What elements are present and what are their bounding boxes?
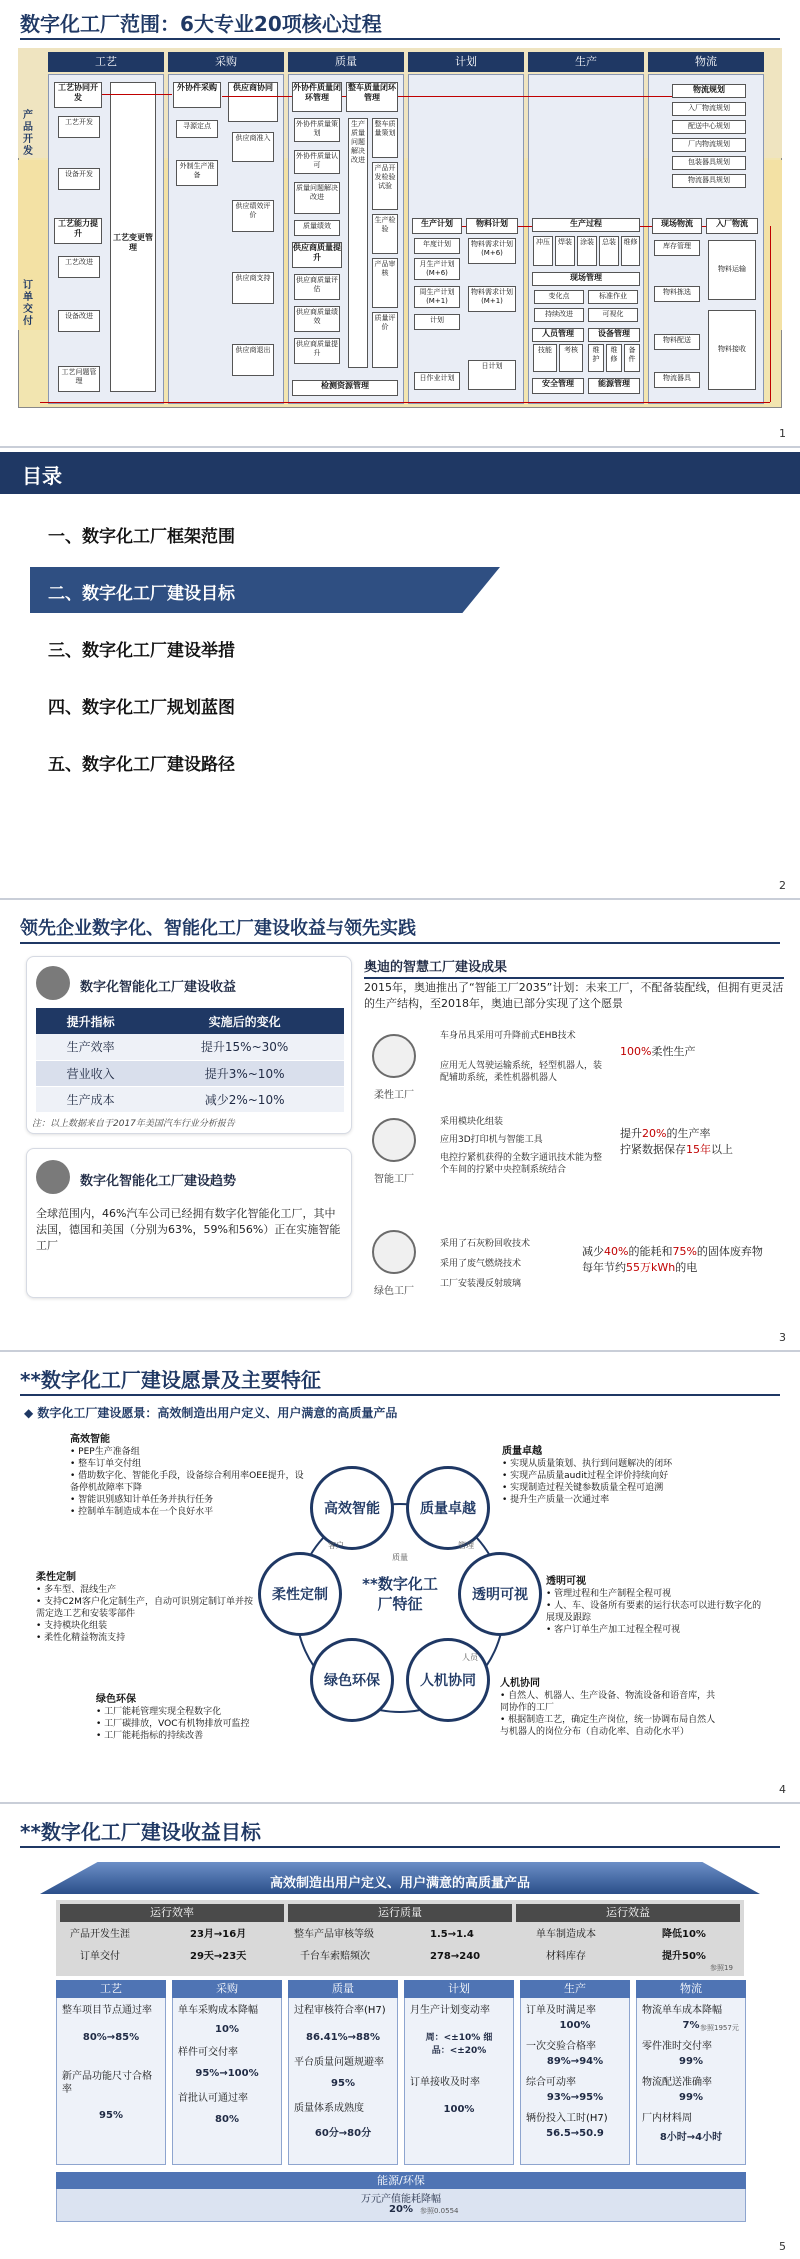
- metric-label: 单车制造成本: [536, 1929, 596, 1940]
- page-title: 领先企业数字化、智能化工厂建设收益与领先实践: [20, 918, 416, 939]
- box-wl1c: 厂内物流规划: [672, 138, 746, 152]
- energy-item: 万元产值能耗降幅: [361, 2194, 441, 2205]
- ring-label-customer: 客户: [328, 1541, 344, 1550]
- box-gy3: 工艺变更管理: [110, 82, 156, 392]
- connector-line: [640, 226, 652, 227]
- page-title: 数字化工厂范围：6大专业20项核心过程: [20, 12, 382, 36]
- metric-value: 提升50%: [662, 1951, 706, 1962]
- box-jh1e: 日作业计划: [414, 372, 460, 390]
- metric-label: 材料库存: [546, 1951, 586, 1962]
- toc-title: 目录: [22, 464, 62, 488]
- box-wl3a: 物料运输: [708, 240, 756, 300]
- feature-center: **数字化工厂特征: [362, 1575, 438, 1613]
- side-label-dev: 产品开发: [23, 110, 33, 157]
- ring-label-quality: 质量: [392, 1553, 408, 1562]
- box-sc1d: 总装: [599, 236, 619, 266]
- energy-value: 20%: [389, 2204, 413, 2215]
- box-jh2b: 物料需求计划(M+1): [468, 286, 516, 312]
- table-row: 营业收入 提升3%~10%: [36, 1060, 344, 1086]
- box-zl2c: 生产检验: [372, 214, 398, 254]
- connector-line: [702, 226, 706, 227]
- box-zl1: 外协件质量闭环管理: [292, 82, 342, 112]
- side-label-delivery: 订单交付: [23, 280, 33, 327]
- col-item-value: 56.5→50.9: [546, 2128, 604, 2139]
- ring-label-people: 人员: [462, 1653, 478, 1662]
- box-jh1b: 月生产计划(M+6): [414, 258, 460, 280]
- smart-desc-1: 采用模块化组装: [440, 1117, 504, 1127]
- page-title: **数字化工厂建设愿景及主要特征: [20, 1368, 321, 1392]
- toc-item-4[interactable]: 四、数字化工厂规划蓝图: [48, 698, 235, 718]
- box-cg2d: 供应商退出: [232, 344, 274, 376]
- col-head-cg: 采购: [172, 1980, 282, 1998]
- toc-header: [0, 452, 800, 494]
- col-item-label: 综合可动率: [526, 2077, 576, 2088]
- smart-result: 提升20%的生产率 拧紧数据保存15年以上: [620, 1127, 733, 1156]
- title-rule: [20, 38, 780, 40]
- col-item-value: 86.41%→88%: [306, 2032, 380, 2043]
- col-item-value: 89%→94%: [546, 2056, 604, 2067]
- note-wl: 参照1957元: [700, 2024, 739, 2032]
- audi-title: 奥迪的智慧工厂建设成果: [364, 956, 784, 979]
- coil-icon: [372, 1034, 416, 1078]
- box-gy2a: 工艺改进: [58, 256, 100, 278]
- page-number: 3: [779, 1331, 786, 1344]
- box-zl2b: 产品开发检验试验: [372, 162, 398, 210]
- block-collaboration: 人机协同 • 自然人、机器人、生产设备、物流设备和语音库，共同协作的工厂 • 根据制造工艺，确定生产岗位，统一协调布局自然人与机器人的岗位分布（自动化率、自动化水平）: [500, 1678, 716, 1737]
- block-flex: 柔性定制 • 多车型、混线生产 • 支持C2M客户化定制生产，自动可识别定制订单并按需定选工艺和安装零部件 • 支持模块化组装 • 柔性化精益物流支持: [36, 1572, 253, 1643]
- circle-collaboration: 人机协同: [406, 1638, 490, 1722]
- box-cg2b: 供应绩效评价: [232, 200, 274, 232]
- col-item-value: 95%: [331, 2078, 355, 2089]
- box-jh1: 生产计划: [412, 218, 462, 234]
- box-zl1d: 质量绩效: [294, 220, 340, 236]
- box-wl1b: 配送中心规划: [672, 120, 746, 134]
- box-sc1c: 涂装: [577, 236, 597, 266]
- col-head-jh: 计划: [404, 1980, 514, 1998]
- circle-quality: 质量卓越: [406, 1466, 490, 1550]
- toc-item-1[interactable]: 一、数字化工厂框架范围: [48, 527, 235, 547]
- title-rule: [20, 1846, 780, 1848]
- diamond-icon: ◆: [24, 1406, 38, 1420]
- box-cg1: 外协件采购: [173, 82, 221, 108]
- group-bar-efficiency: 运行效率: [60, 1904, 284, 1922]
- col-header-sc: 生产: [528, 52, 644, 72]
- box-sc2c: 持续改进: [534, 308, 584, 322]
- table-header: 实施后的变化: [145, 1008, 344, 1034]
- col-item-value: 99%: [679, 2056, 703, 2067]
- box-sc4: 安全管理: [532, 378, 584, 394]
- col-item-value: 95%→100%: [195, 2068, 259, 2079]
- connector-line: [518, 226, 532, 227]
- page-number: 5: [779, 2240, 786, 2253]
- box-sc2b: 标准作业: [588, 290, 638, 304]
- box-gy2c: 工艺问题管理: [58, 366, 100, 392]
- smart-label: 智能工厂: [374, 1174, 414, 1185]
- box-gy2: 工艺能力提升: [54, 218, 102, 244]
- box-wl2b: 物料拣选: [654, 286, 700, 302]
- box-zl2f: 质量评价: [372, 312, 398, 368]
- col-head-sc: 生产: [520, 1980, 630, 1998]
- circle-flex: 柔性定制: [258, 1552, 342, 1636]
- box-zl2: 整车质量闭环管理: [346, 82, 398, 112]
- box-sc3c: 设备管理: [588, 328, 640, 342]
- robot-arm-icon: [372, 1118, 416, 1162]
- col-item-label: 新产品功能尺寸合格率: [62, 2071, 152, 2095]
- box-sc1b: 焊装: [555, 236, 575, 266]
- block-transparency: 透明可视 • 管理过程和生产制程全程可视 • 人、车、设备所有要素的运行状态可以进行数字化的展现及跟踪 • 客户订单生产加工过程全程可视: [546, 1576, 762, 1635]
- col-item-value: 100%: [559, 2020, 591, 2031]
- green-result: 减少40%的能耗和75%的固体废弃物 每年节约55万kWh的电: [582, 1245, 763, 1274]
- box-zl2e: 产品审核: [372, 258, 398, 308]
- green-desc-3: 工厂安装漫反射玻璃: [440, 1279, 522, 1289]
- box-zl1b: 外协件质量认可: [294, 150, 340, 174]
- box-cg1a: 寻源定点: [176, 120, 218, 138]
- box-zl1a: 外协件质量策划: [294, 118, 340, 142]
- box-zl4: 检测资源管理: [292, 380, 398, 396]
- col-head-gy: 工艺: [56, 1980, 166, 1998]
- box-sc3f: 备件: [624, 344, 640, 372]
- box-cg2c: 供应商支持: [232, 272, 274, 304]
- ring-label-management: 管理: [458, 1541, 474, 1550]
- box-jh1d: 计划: [414, 314, 460, 330]
- box-cg2a: 供应商准入: [232, 132, 274, 162]
- benefit-table: [36, 1008, 344, 1113]
- col-item-label: 物流单车成本降幅: [642, 2005, 722, 2016]
- col-item-value: 7%: [682, 2020, 700, 2031]
- slide-1: [0, 0, 800, 448]
- audi-intro: 2015年，奥迪推出了“智能工厂2035”计划：未来工厂，不配备装配线，但拥有更灵活的生产结构，至2018年，奥迪已部分实现了这个愿景: [364, 981, 784, 1010]
- col-item-value: 10%: [215, 2024, 239, 2035]
- box-jh1a: 年度计划: [414, 238, 460, 254]
- col-header-zl: 质量: [288, 52, 404, 72]
- box-sc5: 能源管理: [588, 378, 640, 394]
- box-zl3c: 供应商质量提升: [294, 338, 340, 364]
- box-sc2a: 变化点: [534, 290, 584, 304]
- box-cg1b: 外制生产准备: [176, 160, 218, 186]
- col-item-label: 质量体系成熟度: [294, 2103, 364, 2114]
- col-item-label: 平台质量问题规避率: [294, 2057, 384, 2068]
- flex-desc-1: 车身吊具采用可升降前式EHB技术: [440, 1031, 576, 1041]
- box-sc1: 生产过程: [532, 218, 640, 232]
- title-rule: [20, 942, 780, 944]
- box-sc3e: 维修: [606, 344, 622, 372]
- box-wl2d: 物流器具: [654, 372, 700, 388]
- col-item-label: 订单接收及时率: [410, 2077, 480, 2088]
- slide-3: [0, 904, 800, 1352]
- box-sc1a: 冲压: [533, 236, 553, 266]
- box-sc2d: 可视化: [588, 308, 638, 322]
- col-item-label: 厂内材料周: [642, 2113, 692, 2124]
- circle-transparency: 透明可视: [458, 1552, 542, 1636]
- metric-value: 1.5→1.4: [430, 1929, 474, 1940]
- page-number: 2: [779, 879, 786, 892]
- vision-line: ◆ 数字化工厂建设愿景：高效制造出用户定义、用户满意的高质量产品: [24, 1406, 398, 1420]
- col-item-label: 物流配送准确率: [642, 2077, 712, 2088]
- connector-line: [222, 96, 292, 97]
- page-number: 1: [779, 427, 786, 440]
- chart-icon: [36, 966, 70, 1000]
- connector-line: [462, 226, 466, 227]
- group-bar-benefit: 运行效益: [516, 1904, 740, 1922]
- slide-4: [0, 1356, 800, 1804]
- box-sc2: 现场管理: [532, 272, 640, 286]
- box-zl3a: 供应商质量评估: [294, 274, 340, 300]
- group-bar-quality: 运行质量: [288, 1904, 512, 1922]
- col-item-value: 60分→80分: [314, 2128, 372, 2139]
- col-item-label: 辆份投入工时(H7): [526, 2113, 608, 2124]
- col-item-label: 零件准时交付率: [642, 2041, 712, 2052]
- toc-item-3[interactable]: 三、数字化工厂建设举措: [48, 641, 235, 661]
- connector-line: [770, 226, 771, 402]
- box-sc1e: 维修: [621, 236, 640, 266]
- metric-value: 降低10%: [662, 1929, 706, 1940]
- col-header-jh: 计划: [408, 52, 524, 72]
- block-efficiency: 高效智能 • PEP生产准备组 • 整车订单交付组 • 借助数字化、智能化手段，设备综合利用率OEE提升，设备停机故障率下降 • 智能识别感知计单任务并执行任务 • 控制单车制造成本在一个良好水平: [70, 1434, 304, 1517]
- col-header-wl: 物流: [648, 52, 764, 72]
- col-item-value: 95%: [99, 2110, 123, 2121]
- box-gy1: 工艺协同开发: [54, 82, 102, 108]
- box-sc3: 人员管理: [532, 328, 584, 342]
- col-item-label: 整车项目节点通过率: [62, 2005, 152, 2016]
- box-jh2a: 物料需求计划(M+6): [468, 238, 516, 264]
- box-zl2a: 整车质量策划: [372, 118, 398, 158]
- connector-line: [398, 96, 672, 97]
- metric-label: 订单交付: [80, 1951, 120, 1962]
- col-header-gy: 工艺: [48, 52, 164, 72]
- col-item-label: 样件可交付率: [178, 2047, 238, 2058]
- table-header: 提升指标: [36, 1008, 145, 1034]
- box-wl1e: 物流器具规划: [672, 174, 746, 188]
- col-item-value: 8小时→4小时: [659, 2132, 723, 2143]
- table-row: 生产成本 减少2%~10%: [36, 1086, 344, 1112]
- col-item-value: 80%: [215, 2114, 239, 2125]
- box-jh1c: 周生产计划(M+1): [414, 286, 460, 308]
- box-jh2c: 日计划: [468, 360, 516, 390]
- block-quality: 质量卓越 • 实现从质量策划、执行到问题解决的闭环 • 实现产品质量audit过程全评价持续向好 • 实现制造过程关键参数质量全程可追溯 • 提升生产质量一次通过率: [502, 1446, 673, 1505]
- metric-value: 23月→16月: [190, 1929, 247, 1940]
- col-item-label: 订单及时满足率: [526, 2005, 596, 2016]
- col-item-value: 周：<±10% 细品：<±20%: [425, 2033, 493, 2056]
- green-desc-1: 采用了石灰粉回收技术: [440, 1239, 531, 1249]
- smart-desc-3: 电控拧紧机获得的全数字通讯技术能为整个车间的拧紧中央控制系统结合: [440, 1153, 603, 1175]
- box-gy2b: 设备改进: [58, 310, 100, 332]
- green-label: 绿色工厂: [374, 1286, 414, 1297]
- col-item-label: 首批认可通过率: [178, 2093, 248, 2104]
- table-note: 注：以上数据来自于2017年美国汽车行业分析报告: [32, 1119, 235, 1129]
- box-gy1b: 设备开发: [58, 168, 100, 190]
- col-item-value: 99%: [679, 2092, 703, 2103]
- block-green: 绿色环保 • 工厂能耗管理实现全程数字化 • 工厂碳排放，VOC有机物排放可监控 • 工厂能耗指标的持续改善: [96, 1694, 250, 1741]
- table-row: 生产效率 提升15%~30%: [36, 1034, 344, 1060]
- col-head-zl: 质量: [288, 1980, 398, 1998]
- toc-item-5[interactable]: 五、数字化工厂建设路径: [48, 755, 235, 775]
- connector-line: [342, 96, 346, 97]
- leaf-icon: [372, 1230, 416, 1274]
- green-desc-2: 采用了废气燃烧技术: [440, 1259, 522, 1269]
- percent-icon: [36, 1160, 70, 1194]
- connector-line: [102, 94, 172, 95]
- box-wl2c: 物料配送: [654, 334, 700, 350]
- col-item-label: 一次交验合格率: [526, 2041, 596, 2052]
- col-head-wl: 物流: [636, 1980, 746, 1998]
- smart-desc-2: 应用3D打印机与智能工具: [440, 1135, 543, 1145]
- box-jh2: 物料计划: [466, 218, 518, 234]
- box-wl3: 入厂物流: [706, 218, 758, 234]
- page-title: **数字化工厂建设收益目标: [20, 1820, 261, 1844]
- metric-label: 整车产品审核等级: [294, 1929, 374, 1940]
- box-cg2: 供应商协同: [228, 82, 278, 122]
- page-number: 4: [779, 1783, 786, 1796]
- slide-2: [0, 452, 800, 900]
- metric-value: 278→240: [430, 1951, 481, 1962]
- flex-result: 100%柔性生产: [620, 1045, 696, 1058]
- col-item-value: 100%: [443, 2104, 475, 2115]
- metric-label: 产品开发生涯: [70, 1929, 130, 1940]
- box-wl2a: 库存管理: [654, 240, 700, 256]
- energy-title: 能源/环保: [56, 2172, 746, 2189]
- trend-text: 全球范围内，46%汽车公司已经拥有数字化智能化工厂，其中法国，德国和美国（分别为63%，59%和56%）正在实施智能工厂: [36, 1207, 341, 1252]
- flex-desc-2: 应用无人驾驶运输系统，轻型机器人，装配辅助系统，柔性机器机器人: [440, 1061, 603, 1083]
- box-wl2: 现场物流: [652, 218, 702, 234]
- box-zl1c: 质量问题解决改进: [294, 182, 340, 214]
- box-sc3a: 技能: [533, 344, 557, 372]
- box-wl1d: 包装器具规划: [672, 156, 746, 170]
- box-gy1a: 工艺开发: [58, 116, 100, 138]
- metric-label: 千台车索赔频次: [300, 1951, 370, 1962]
- circle-efficiency: 高效智能: [310, 1466, 394, 1550]
- box-sc3b: 考核: [559, 344, 583, 372]
- box-wl3b: 物料接收: [708, 310, 756, 390]
- box-zl3b: 供应商质量绩效: [294, 306, 340, 332]
- note-top: 参照19: [710, 1964, 733, 1972]
- energy-note: 参照0.0554: [420, 2207, 459, 2215]
- box-zl2d: 生产质量问题解决改进: [348, 118, 368, 368]
- box-wl1: 物流规划: [672, 84, 746, 98]
- toc-item-2[interactable]: 二、数字化工厂建设目标: [48, 584, 235, 604]
- metric-value: 29天→23天: [190, 1951, 247, 1962]
- benefit-card-title: 数字化智能化工厂建设收益: [80, 980, 237, 995]
- roof-text: 高效制造出用户定义、用户满意的高质量产品: [269, 1876, 530, 1891]
- col-item-label: 单车采购成本降幅: [178, 2005, 258, 2016]
- connector-line: [40, 402, 770, 403]
- col-item-label: 过程审核符合率(H7): [294, 2005, 386, 2016]
- col-header-cg: 采购: [168, 52, 284, 72]
- col-item-value: 93%→95%: [546, 2092, 604, 2103]
- box-wl1a: 入厂物流规划: [672, 102, 746, 116]
- trend-card-title: 数字化智能化工厂建设趋势: [80, 1174, 237, 1189]
- col-item-label: 月生产计划变动率: [410, 2005, 490, 2016]
- box-zl3: 供应商质量提升: [292, 242, 342, 268]
- circle-green: 绿色环保: [310, 1638, 394, 1722]
- box-sc3d: 维护: [588, 344, 604, 372]
- flex-label: 柔性工厂: [374, 1090, 414, 1101]
- col-item-value: 80%→85%: [82, 2032, 140, 2043]
